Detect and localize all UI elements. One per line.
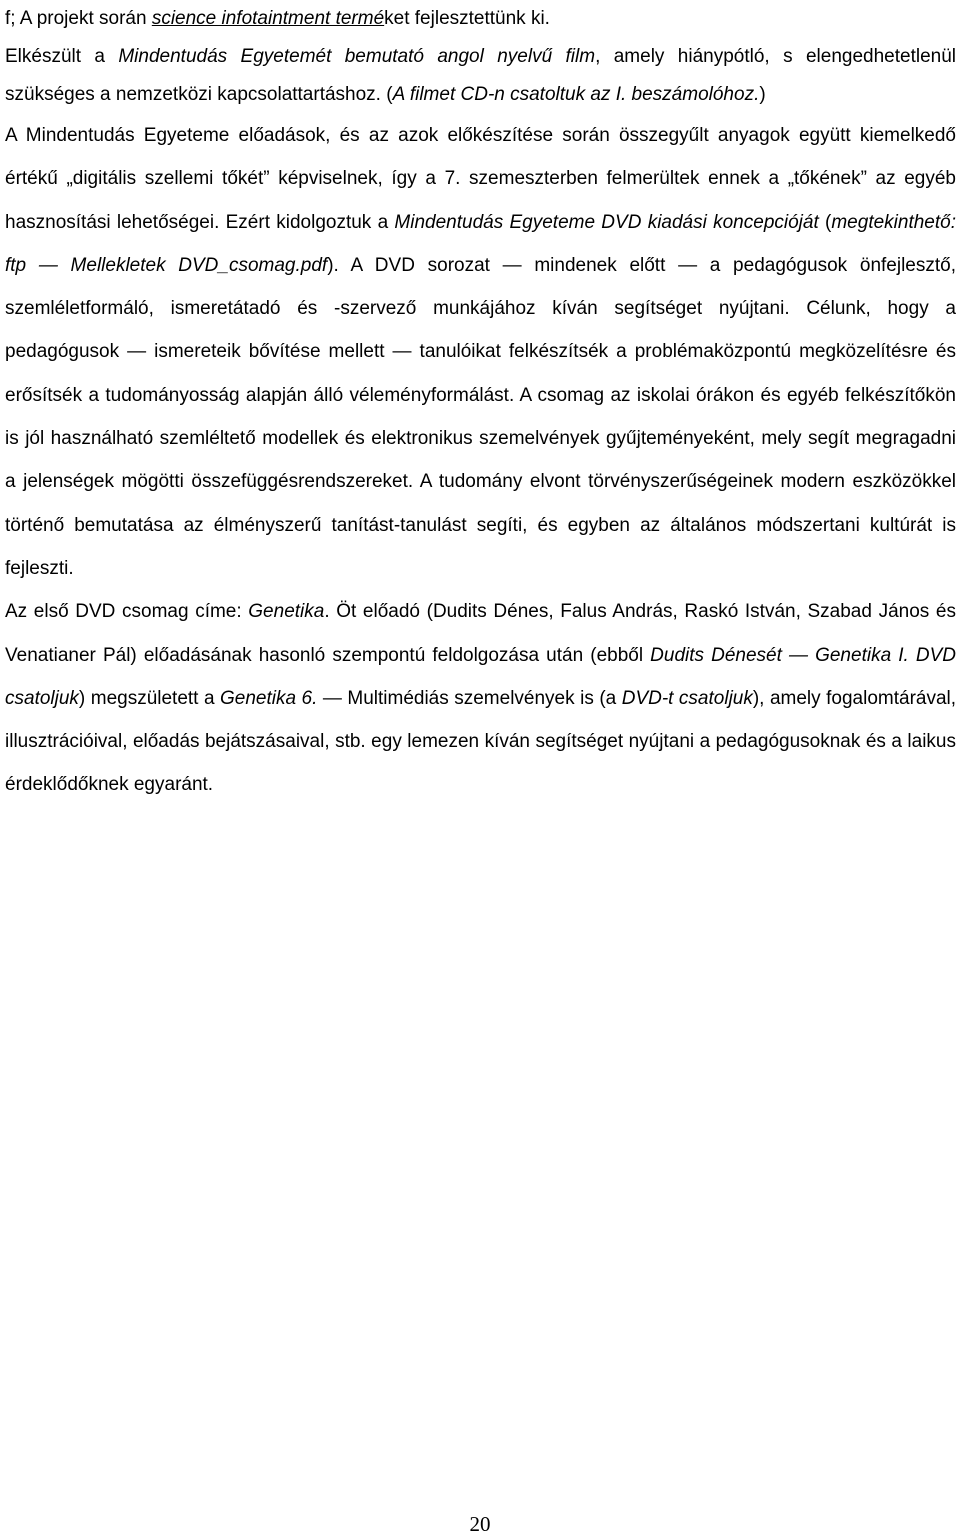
text-run: Elkészült a: [5, 46, 119, 67]
emphasis-cd-note: A filmet CD-n csatoltuk az I. beszámolóhoz.: [392, 84, 760, 105]
text-run: Az első DVD csomag címe:: [5, 601, 249, 623]
text-run: A Mindentudás Egyeteme előadások, és az azok előkészítése során összegyűlt anyagok együtt kiemelkedő értékű „digitális szellemi tőkét” képviselnek, így a 7. szemeszterben felmerültek ennek a „tőkének” az egyéb hasznosítási lehetőségei. Ezért kidolgoztuk a: [5, 125, 956, 233]
paragraph-dvd-concept: [5, 114, 956, 590]
emphasis-infotainment: science infotaintment termé: [151, 8, 385, 29]
text-run: ). A DVD sorozat — mindenek előtt — a pedagógusok önfejlesztő, szemléletformáló, ismeretátadó és -szervező munkájához kíván segítséget nyújtani. Célunk, hogy a pedagógusok — ismereteik bővítése mellett — tanulóikat felkészítsék a problémaközpontú megközelítésre és erősítsék a tudományosság alapján álló véleményformálást. A csomag az iskolai órákon és egyéb felkészítőkön is jól használható szemléltető modellek és elektronikus szemelvények gyűjteményeként, mely segít megragadni a jelenségek mögötti összefüggésrendszereket. A tudomány elvont törvényszerűségeinek modern eszközökkel történő bemutatása az élményszerű tanítást-tanulást segíti, és egyben az általános módszertani kultúrát is fejleszti.: [5, 254, 956, 579]
text-run: ) megszületett a: [78, 687, 221, 709]
document-body: [5, 0, 956, 807]
text-run: ), amely fogalomtárával, illusztrációival, előadás bejátszásaival, stb. egy lemezen kíván segítséget nyújtani a pedagógusoknak és a laikus érdeklődőknek egyaránt.: [5, 687, 957, 796]
emphasis-film-title: Mindentudás Egyetemét bemutató angol nyelvű film: [118, 46, 596, 67]
emphasis-dudits-dvd: Dudits Dénesét — Genetika I. DVD csatoljuk: [5, 644, 957, 709]
text-run: (: [818, 211, 832, 233]
text-run: ): [759, 84, 766, 105]
emphasis-ftp-reference: megtekinthető: ftp — Mellekletek DVD_csomag.pdf: [5, 211, 956, 276]
emphasis-genetika: Genetika: [248, 601, 325, 623]
text-run: . Öt előadó (Dudits Dénes, Falus András, Raskó István, Szabad János és Venatianer Pál) előadásának hasonló szempontú feldolgozása után (ebből: [5, 601, 956, 666]
text-run: f; A projekt során: [5, 8, 152, 29]
page-number: 20: [469, 1512, 491, 1536]
text-run: — Multimédiás szemelvények is (a: [317, 687, 622, 709]
paragraph-project-film: [5, 0, 956, 114]
text-run: ket fejlesztettünk ki.: [384, 8, 550, 29]
text-run: , amely hiánypótló, s elengedhetetlenül szükséges a nemzetközi kapcsolattartáshoz. (: [5, 46, 956, 105]
emphasis-dvd-attached: DVD-t csatoljuk: [621, 687, 753, 709]
emphasis-dvd-concept: Mindentudás Egyeteme DVD kiadási koncepcióját: [394, 211, 819, 233]
emphasis-genetika-6: Genetika 6.: [220, 687, 318, 709]
paragraph-first-dvd: [5, 590, 956, 806]
